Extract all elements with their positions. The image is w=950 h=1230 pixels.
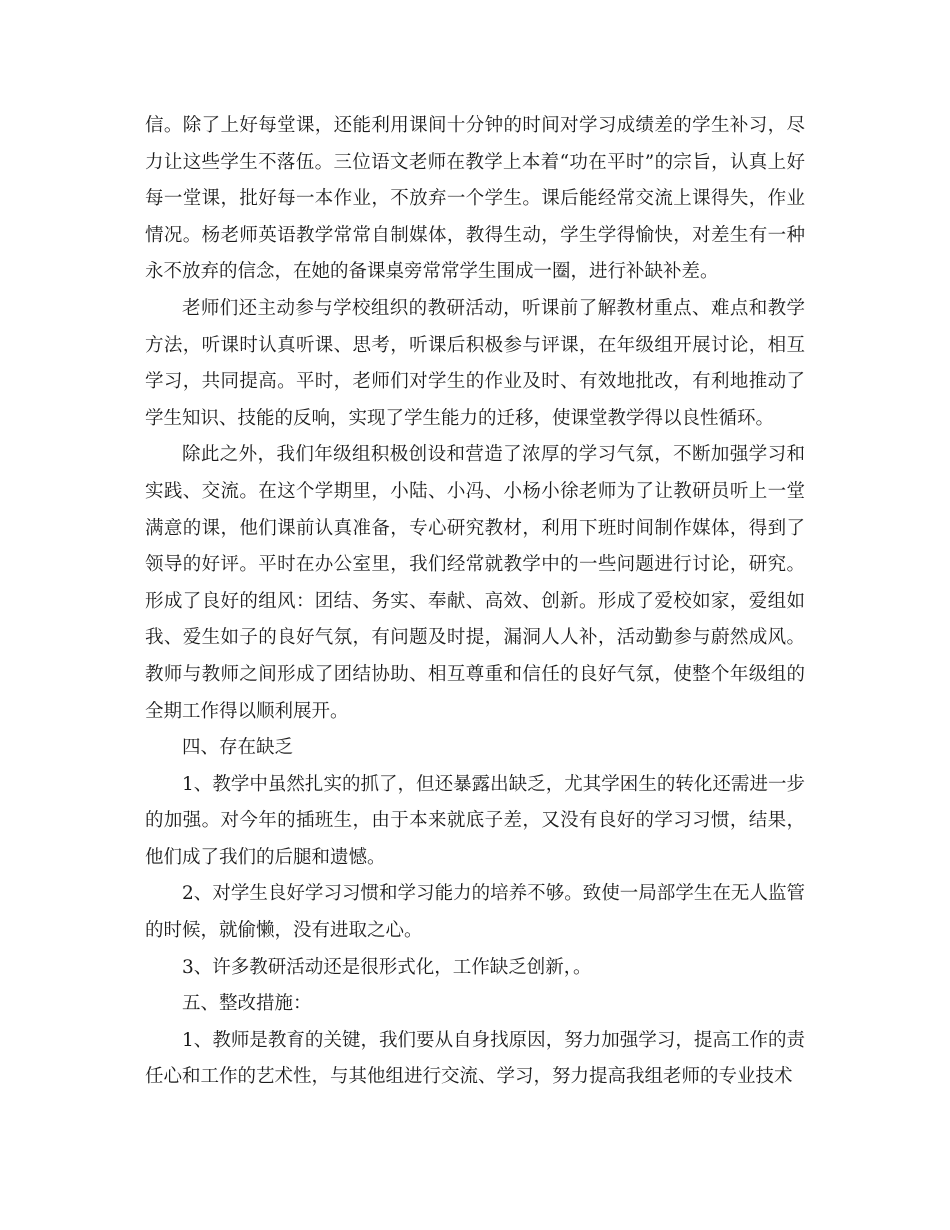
measure-item-1: 1、教师是教育的关键，我们要从自身找原因，努力加强学习，提高工作的责任心和工作的艺术性，与其他组进行交流、学习，努力提高我组老师的专业技术 (145, 1029, 805, 1088)
paragraph-teaching-research: 老师们还主动参与学校组织的教研活动，听课前了解教材重点、难点和教学方法，听课时认真听课、思考，听课后积极参与评课，在年级组开展讨论，相互学习，共同提高。平时，老师们对学生的作业及时、有效地批改，有利地推动了学生知识、技能的反响，实现了学生能力的迁移，使课堂教学得以良性循环。 (145, 297, 805, 429)
section-heading-measures: 五、整改措施： (182, 993, 312, 1015)
shortcoming-item-3: 3、许多教研活动还是很形式化，工作缺乏创新，。 (182, 956, 592, 978)
paragraph-study-atmosphere: 除此之外，我们年级组积极创设和营造了浓厚的学习气氛，不断加强学习和实践、交流。在这个学期里，小陆、小冯、小杨小徐老师为了让教研员听上一堂满意的课，他们课前认真准备，专心研究教材，利用下班时间制作媒体，得到了领导的好评。平时在办公室里，我们经常就教学中的一些问题进行讨论，研究。形成了良好的组风：团结、务实、奉献、高效、创新。形成了爱校如家，爱组如我、爱生如子的良好气氛，有问题及时提，漏洞人人补，活动勤参与蔚然成风。教师与教师之间形成了团结协助、相互尊重和信任的良好气氛，使整个年级组的全期工作得以顺利展开。 (145, 444, 805, 722)
document-body (145, 108, 805, 1096)
paragraph-continuation: 信。除了上好每堂课，还能利用课间十分钟的时间对学习成绩差的学生补习，尽力让这些学生不落伍。三位语文老师在教学上本着“功在平时”的宗旨，认真上好每一堂课，批好每一本作业，不放弃一个学生。课后能经常交流上课得失，作业情况。杨老师英语教学常常自制媒体，教得生动，学生学得愉快，对差生有一种永不放弃的信念，在她的备课桌旁常常学生围成一圈，进行补缺补差。 (145, 115, 805, 283)
section-heading-shortcomings: 四、存在缺乏 (182, 737, 294, 759)
shortcoming-item-2: 2、对学生良好学习习惯和学习能力的培养不够。致使一局部学生在无人监管的时候，就偷懒，没有进取之心。 (145, 883, 805, 942)
shortcoming-item-1: 1、教学中虽然扎实的抓了，但还暴露出缺乏，尤其学困生的转化还需进一步的加强。对今年的插班生，由于本来就底子差，又没有良好的学习习惯，结果，他们成了我们的后腿和遗憾。 (145, 773, 805, 868)
